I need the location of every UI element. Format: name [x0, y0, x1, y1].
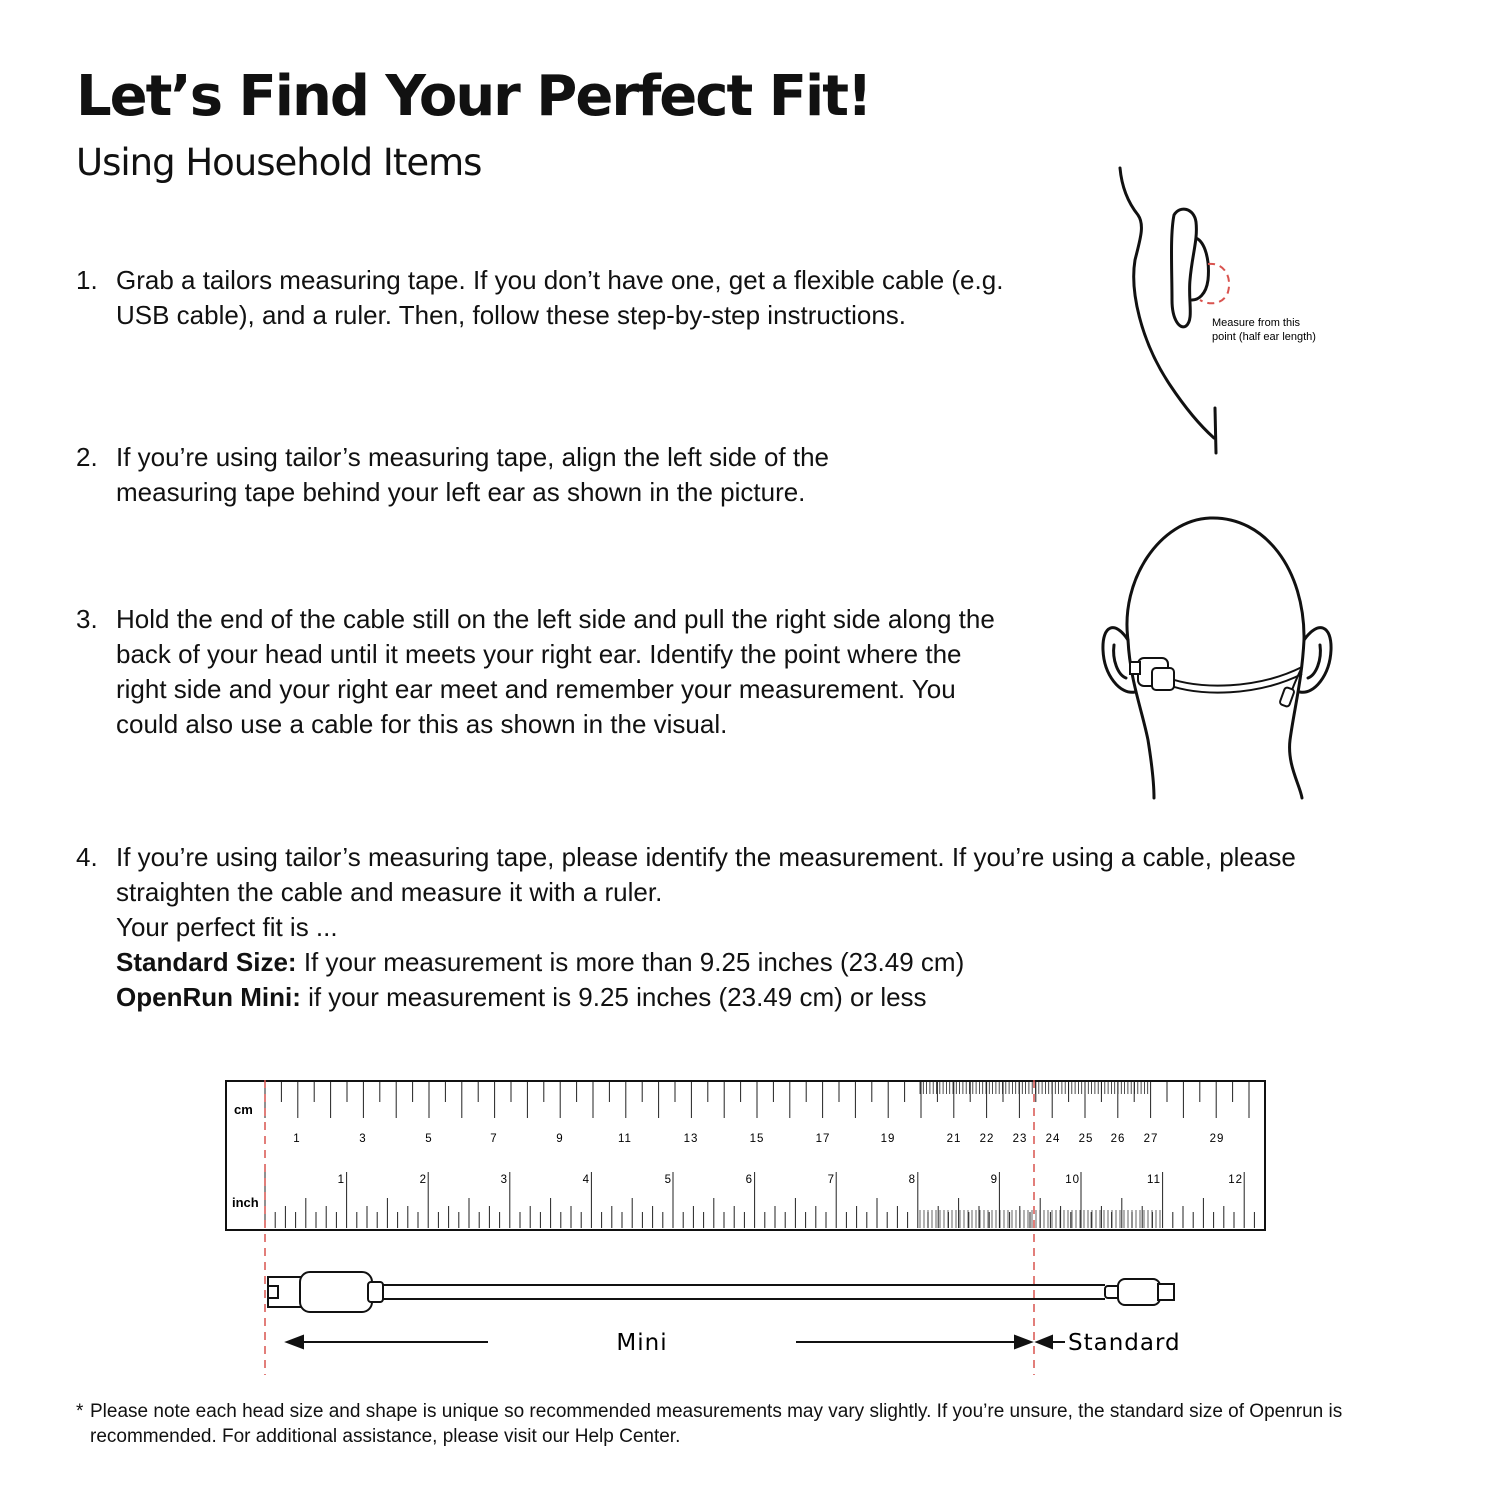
head-outline [1127, 518, 1304, 640]
inch-number: 4 [582, 1174, 590, 1186]
cm-number: 1 [293, 1133, 301, 1145]
ear-illustration [1100, 160, 1360, 460]
inch-number: 1 [337, 1174, 345, 1186]
inch-number: 3 [500, 1174, 508, 1186]
step-4-instructions: If you’re using tailor’s measuring tape, please identify the measurement. If you’re using a cable, please straighten the cable and measure it with a ruler. [116, 842, 1296, 907]
arrow-right-icon [1015, 1336, 1031, 1348]
step-3 [76, 602, 1011, 742]
openrun-mini-label: OpenRun Mini: [116, 982, 301, 1012]
neck-right-outline [1290, 640, 1304, 798]
inch-number: 9 [990, 1174, 998, 1186]
inch-label: inch [232, 1195, 259, 1210]
step-4-fit-intro: Your perfect fit is ... [116, 912, 338, 942]
cm-number: 26 [1110, 1133, 1126, 1145]
inch-number: 6 [745, 1174, 753, 1186]
inch-number: 11 [1147, 1174, 1161, 1186]
straight-cable-icon [268, 1272, 1174, 1312]
cm-number: 3 [359, 1133, 367, 1145]
arrow-left-icon [287, 1336, 303, 1348]
cm-number: 22 [979, 1133, 995, 1145]
step-number: 1. [76, 265, 98, 295]
inch-number: 8 [908, 1174, 916, 1186]
step-number: 3. [76, 604, 98, 634]
cm-number: 19 [880, 1133, 896, 1145]
footnote [76, 1399, 1396, 1449]
standard-range-arrow [1037, 1336, 1065, 1348]
page-title: Let’s Find Your Perfect Fit! [76, 64, 871, 129]
step-number: 2. [76, 442, 98, 472]
cm-number: 23 [1012, 1133, 1028, 1145]
cm-label: cm [234, 1102, 253, 1117]
inch-number: 12 [1228, 1174, 1243, 1186]
page-subtitle: Using Household Items [76, 141, 482, 184]
cm-number: 13 [683, 1133, 699, 1145]
ear-outline [1172, 209, 1197, 327]
inch-number: 5 [664, 1174, 672, 1186]
ruler-diagram [0, 1060, 1500, 1390]
cm-number: 21 [946, 1133, 962, 1145]
neck-outline [1215, 408, 1216, 453]
cm-number: 29 [1209, 1133, 1225, 1145]
footnote-text: Please note each head size and shape is unique so recommended measurements may vary slightly. If you’re unsure, the standard size of Openrun is recommended. For additional assistance, please visit our Help Center. [90, 1401, 1343, 1447]
cm-number: 5 [425, 1133, 433, 1145]
step-text: Hold the end of the cable still on the left side and pull the right side along the back of your head until it meets your right ear. Identify the point where the right side and your right ear meet and remember your measurement. You could also use a cable for this as shown in the visual. [116, 604, 995, 739]
right-ear-inner [1308, 645, 1320, 678]
inch-number: 7 [827, 1174, 835, 1186]
ear-caption-line-2: point (half ear length) [1212, 331, 1316, 343]
cm-number: 24 [1045, 1133, 1061, 1145]
cm-number: 27 [1143, 1133, 1159, 1145]
standard-label: Standard [1068, 1330, 1181, 1356]
cm-number: 11 [618, 1133, 632, 1145]
left-ear-inner [1114, 645, 1126, 678]
step-number: 4. [76, 842, 98, 872]
step-text [116, 840, 1376, 1015]
measure-point-marker [1200, 264, 1229, 303]
cm-number: 25 [1078, 1133, 1094, 1145]
arrow-left-icon [1037, 1336, 1052, 1348]
cm-number: 15 [749, 1133, 765, 1145]
right-ear-outline [1300, 628, 1331, 693]
mini-label: Mini [616, 1330, 668, 1356]
ear-caption-line-1: Measure from this [1212, 317, 1301, 329]
usb-cable-icon [1130, 658, 1302, 707]
step-text: If you’re using tailor’s measuring tape, align the left side of the measuring tape behind your left ear as shown in the picture. [116, 442, 830, 507]
cm-number: 9 [556, 1133, 564, 1145]
inch-number: 2 [419, 1174, 427, 1186]
cm-number: 17 [815, 1133, 831, 1145]
openrun-mini-text: if your measurement is 9.25 inches (23.49 cm) or less [300, 982, 927, 1012]
ruler-body [226, 1081, 1265, 1230]
standard-size-text: If your measurement is more than 9.25 inches (23.49 cm) [296, 947, 965, 977]
step-4 [76, 840, 1376, 1015]
step-2 [76, 440, 946, 510]
standard-size-label: Standard Size: [116, 947, 297, 977]
step-1 [76, 263, 1016, 333]
footnote-asterisk: * [76, 1401, 84, 1422]
inch-number: 10 [1065, 1174, 1080, 1186]
step-text: Grab a tailors measuring tape. If you don’t have one, get a flexible cable (e.g. USB cable), and a ruler. Then, follow these step-by-step instructions. [116, 265, 1004, 330]
cm-number: 7 [490, 1133, 498, 1145]
head-cable-illustration [1090, 510, 1350, 805]
jaw-outline [1120, 168, 1214, 438]
